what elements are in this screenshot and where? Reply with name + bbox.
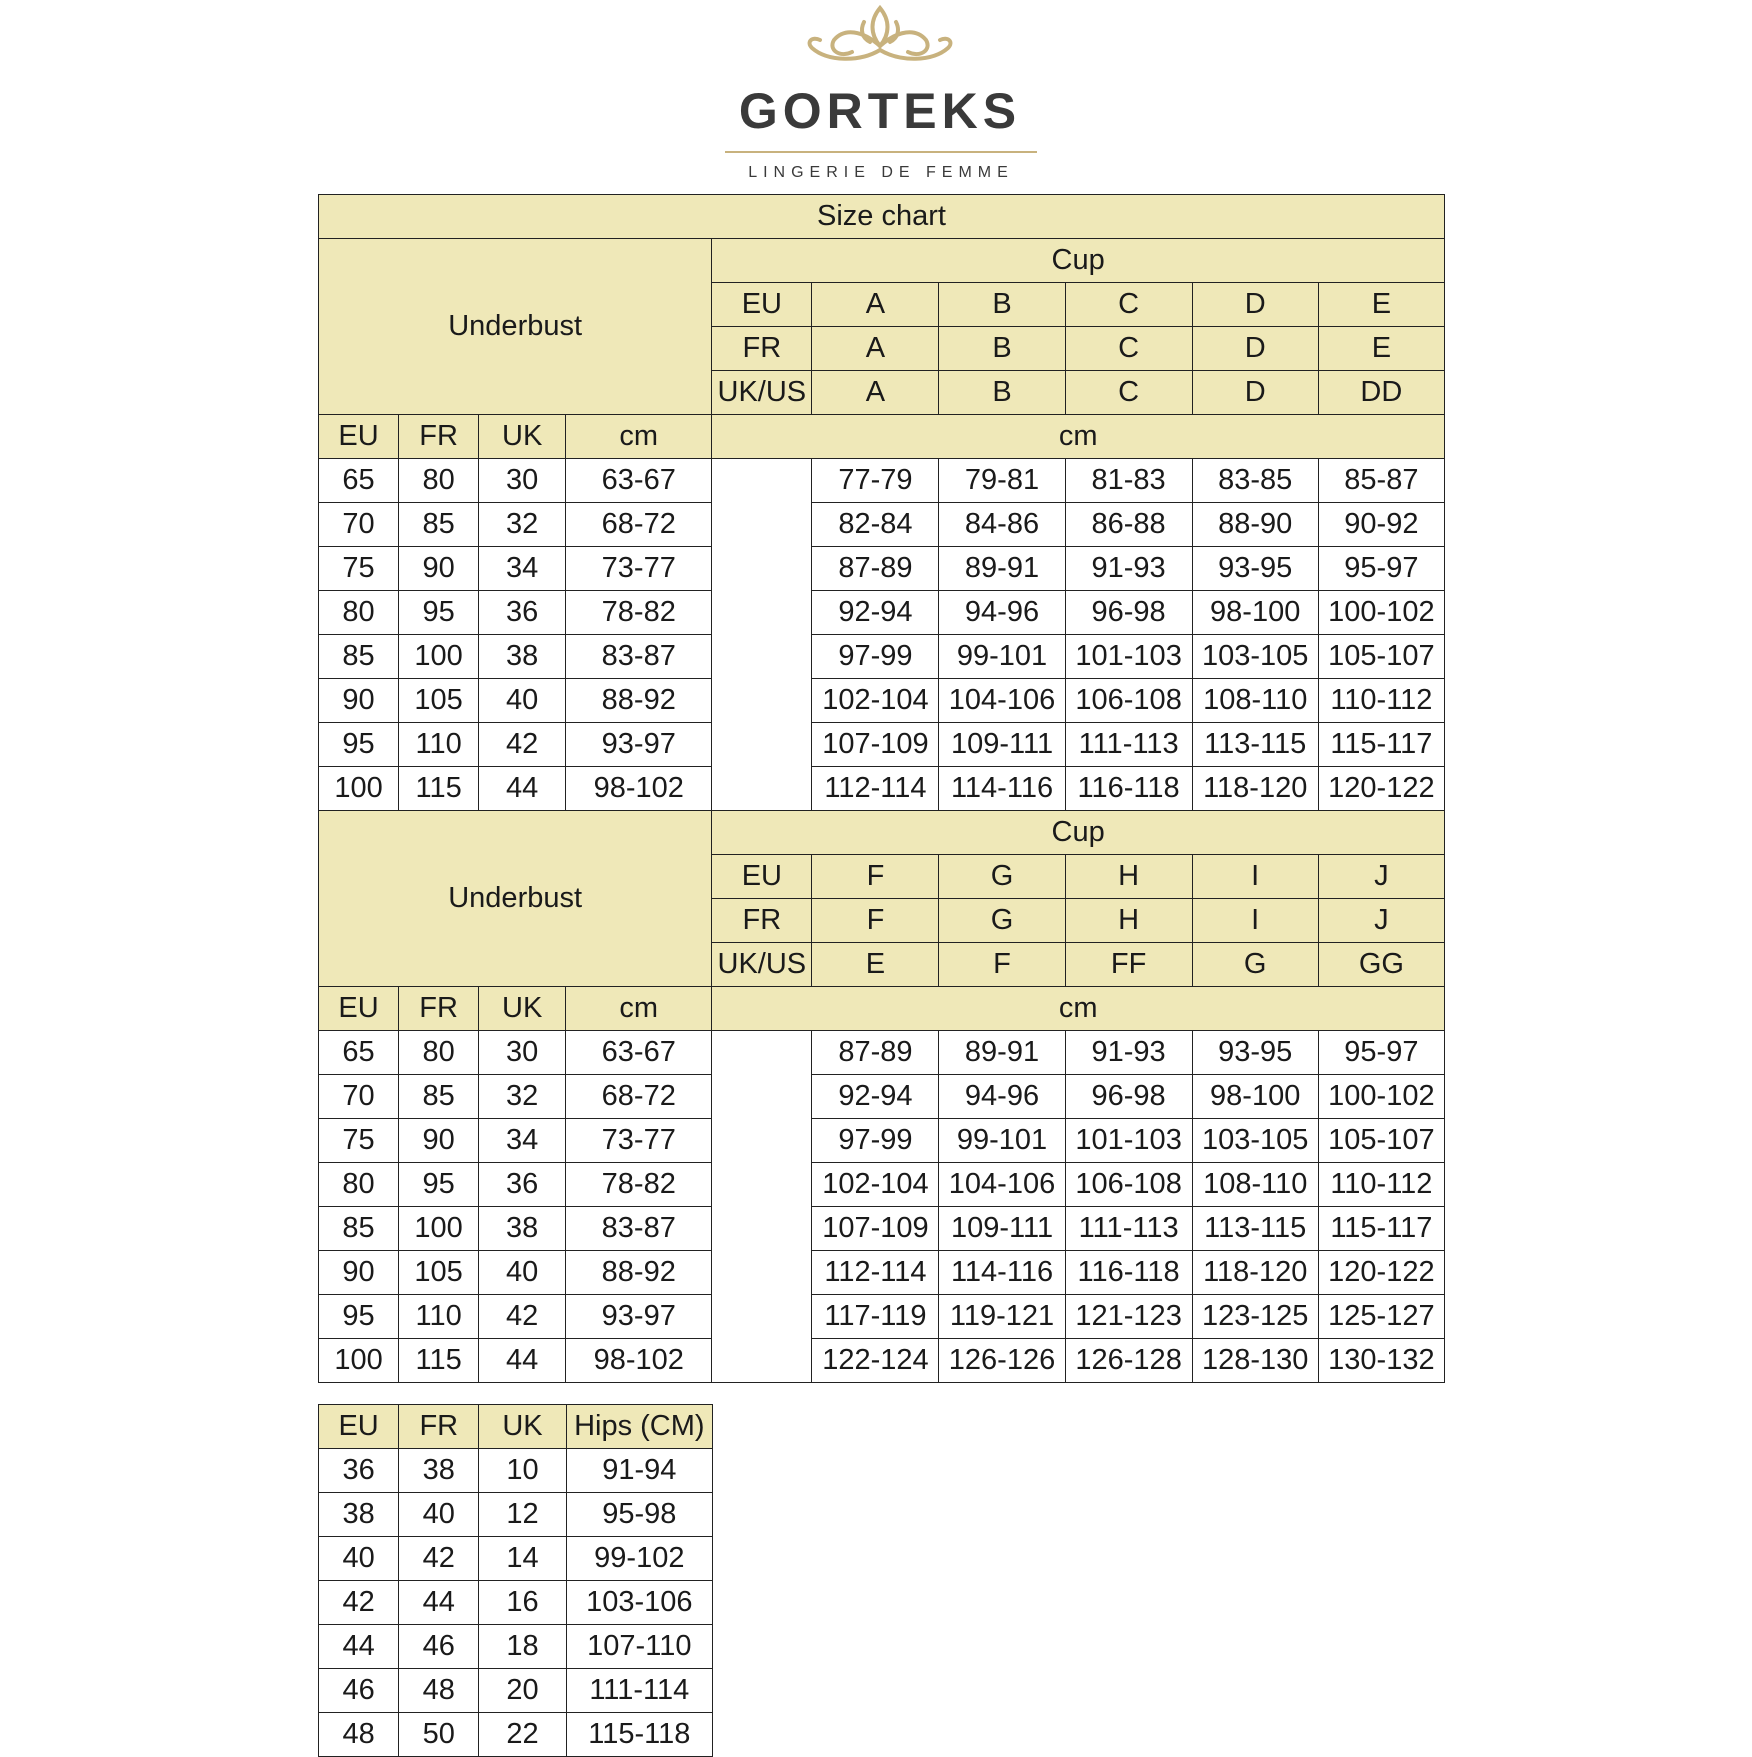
cup-header-row bbox=[319, 811, 1445, 855]
fr-size-cell: 115 bbox=[399, 767, 479, 811]
hips-cell: 99-102 bbox=[566, 1537, 712, 1581]
cup-measure-cell: 109-111 bbox=[939, 1207, 1065, 1251]
fr-size-cell: 90 bbox=[399, 1119, 479, 1163]
column-header: UK bbox=[479, 415, 566, 459]
hips-cell: 40 bbox=[319, 1537, 399, 1581]
cup-measure-cell: 100-102 bbox=[1318, 1075, 1444, 1119]
uk-size-cell: 38 bbox=[479, 1207, 566, 1251]
table-row bbox=[319, 1493, 713, 1537]
hips-cell: 14 bbox=[479, 1537, 566, 1581]
cup-letter: A bbox=[812, 371, 939, 415]
cup-measure-cell: 101-103 bbox=[1065, 1119, 1192, 1163]
column-header: FR bbox=[399, 987, 479, 1031]
eu-size-cell: 100 bbox=[319, 1339, 399, 1383]
cup-header-row bbox=[319, 239, 1445, 283]
column-header: UK bbox=[479, 987, 566, 1031]
cup-measure-cell: 128-130 bbox=[1192, 1339, 1318, 1383]
size-chart-table bbox=[318, 194, 1445, 1383]
cup-measure-cell: 130-132 bbox=[1318, 1339, 1444, 1383]
uk-size-cell: 42 bbox=[479, 723, 566, 767]
cup-letter: E bbox=[1318, 283, 1444, 327]
cup-header: Cup bbox=[712, 811, 1445, 855]
uk-size-cell: 40 bbox=[479, 679, 566, 723]
sub-header-row bbox=[319, 415, 1445, 459]
hips-cell: 44 bbox=[319, 1625, 399, 1669]
underbust-cm-cell: 93-97 bbox=[566, 723, 712, 767]
cup-measure-cell: 81-83 bbox=[1065, 459, 1192, 503]
cup-measure-cell: 105-107 bbox=[1318, 635, 1444, 679]
cup-system-label: EU bbox=[712, 283, 812, 327]
underbust-cm-cell: 63-67 bbox=[566, 1031, 712, 1075]
cup-measure-cell: 110-112 bbox=[1318, 679, 1444, 723]
uk-size-cell: 38 bbox=[479, 635, 566, 679]
underbust-cm-cell: 98-102 bbox=[566, 767, 712, 811]
table-row bbox=[319, 635, 1445, 679]
cup-measure-cell: 95-97 bbox=[1318, 1031, 1444, 1075]
cup-letter: E bbox=[812, 943, 939, 987]
cup-measure-cell: 112-114 bbox=[812, 1251, 939, 1295]
cup-letter: C bbox=[1065, 371, 1192, 415]
cup-measure-cell: 102-104 bbox=[812, 679, 939, 723]
table-row bbox=[319, 1449, 713, 1493]
hips-column-header: UK bbox=[479, 1405, 566, 1449]
underbust-cm-cell: 93-97 bbox=[566, 1295, 712, 1339]
cup-letter: D bbox=[1192, 327, 1318, 371]
table-row bbox=[319, 1163, 1445, 1207]
cup-measure-cell: 115-117 bbox=[1318, 1207, 1444, 1251]
size-chart-title-row bbox=[319, 195, 1445, 239]
cup-measure-cell: 119-121 bbox=[939, 1295, 1065, 1339]
cup-measure-cell: 113-115 bbox=[1192, 1207, 1318, 1251]
cup-letter: GG bbox=[1318, 943, 1444, 987]
cup-measure-cell: 87-89 bbox=[812, 1031, 939, 1075]
hips-cell: 22 bbox=[479, 1713, 566, 1757]
underbust-cm-cell: 63-67 bbox=[566, 459, 712, 503]
eu-size-cell: 85 bbox=[319, 1207, 399, 1251]
eu-size-cell: 65 bbox=[319, 459, 399, 503]
uk-size-cell: 32 bbox=[479, 1075, 566, 1119]
cup-letter: H bbox=[1065, 855, 1192, 899]
table-row bbox=[319, 1295, 1445, 1339]
underbust-cm-cell: 78-82 bbox=[566, 591, 712, 635]
cup-measure-cell: 116-118 bbox=[1065, 767, 1192, 811]
hips-cell: 50 bbox=[399, 1713, 479, 1757]
cup-measure-cell: 123-125 bbox=[1192, 1295, 1318, 1339]
brand-name: GORTEKS bbox=[738, 83, 1022, 139]
cup-measure-cell: 98-100 bbox=[1192, 591, 1318, 635]
column-header: EU bbox=[319, 987, 399, 1031]
cup-measure-cell: 117-119 bbox=[812, 1295, 939, 1339]
uk-size-cell: 32 bbox=[479, 503, 566, 547]
hips-cell: 48 bbox=[319, 1713, 399, 1757]
cup-unit-header: cm bbox=[712, 987, 1445, 1031]
column-header: FR bbox=[399, 415, 479, 459]
cup-measure-cell: 82-84 bbox=[812, 503, 939, 547]
cup-measure-cell: 99-101 bbox=[939, 635, 1065, 679]
cup-measure-cell: 122-124 bbox=[812, 1339, 939, 1383]
cup-unit-header: cm bbox=[712, 415, 1445, 459]
underbust-header: Underbust bbox=[319, 811, 712, 987]
fr-size-cell: 110 bbox=[399, 1295, 479, 1339]
uk-size-cell: 34 bbox=[479, 1119, 566, 1163]
cup-system-label: UK/US bbox=[712, 371, 812, 415]
table-row bbox=[319, 1537, 713, 1581]
hips-cell: 42 bbox=[319, 1581, 399, 1625]
cup-system-label: UK/US bbox=[712, 943, 812, 987]
underbust-cm-cell: 88-92 bbox=[566, 1251, 712, 1295]
cup-letter: C bbox=[1065, 327, 1192, 371]
cup-system-label: EU bbox=[712, 855, 812, 899]
fr-size-cell: 80 bbox=[399, 459, 479, 503]
eu-size-cell: 90 bbox=[319, 1251, 399, 1295]
cup-measure-cell: 89-91 bbox=[939, 1031, 1065, 1075]
hips-cell: 103-106 bbox=[566, 1581, 712, 1625]
cup-measure-cell: 90-92 bbox=[1318, 503, 1444, 547]
size-chart-title: Size chart bbox=[319, 195, 1445, 239]
cup-measure-cell: 111-113 bbox=[1065, 723, 1192, 767]
cup-measure-cell: 94-96 bbox=[939, 1075, 1065, 1119]
cup-measure-cell: 93-95 bbox=[1192, 547, 1318, 591]
cup-measure-cell: 102-104 bbox=[812, 1163, 939, 1207]
uk-size-cell: 30 bbox=[479, 1031, 566, 1075]
cup-measure-cell: 118-120 bbox=[1192, 767, 1318, 811]
table-row bbox=[319, 1339, 1445, 1383]
table-row bbox=[319, 1119, 1445, 1163]
spacer-cell bbox=[712, 459, 812, 811]
hips-cell: 18 bbox=[479, 1625, 566, 1669]
cup-measure-cell: 115-117 bbox=[1318, 723, 1444, 767]
cup-letter: B bbox=[939, 283, 1065, 327]
underbust-cm-cell: 68-72 bbox=[566, 1075, 712, 1119]
cup-measure-cell: 92-94 bbox=[812, 591, 939, 635]
hips-cell: 115-118 bbox=[566, 1713, 712, 1757]
hips-cell: 111-114 bbox=[566, 1669, 712, 1713]
eu-size-cell: 65 bbox=[319, 1031, 399, 1075]
cup-letter: F bbox=[812, 899, 939, 943]
cup-measure-cell: 94-96 bbox=[939, 591, 1065, 635]
table-row bbox=[319, 767, 1445, 811]
cup-measure-cell: 126-126 bbox=[939, 1339, 1065, 1383]
cup-measure-cell: 111-113 bbox=[1065, 1207, 1192, 1251]
fr-size-cell: 105 bbox=[399, 679, 479, 723]
cup-measure-cell: 106-108 bbox=[1065, 679, 1192, 723]
cup-measure-cell: 83-85 bbox=[1192, 459, 1318, 503]
hips-cell: 46 bbox=[319, 1669, 399, 1713]
cup-measure-cell: 88-90 bbox=[1192, 503, 1318, 547]
cup-measure-cell: 120-122 bbox=[1318, 767, 1444, 811]
underbust-cm-cell: 83-87 bbox=[566, 1207, 712, 1251]
fr-size-cell: 115 bbox=[399, 1339, 479, 1383]
cup-measure-cell: 93-95 bbox=[1192, 1031, 1318, 1075]
hips-cell: 44 bbox=[399, 1581, 479, 1625]
cup-measure-cell: 104-106 bbox=[939, 1163, 1065, 1207]
fr-size-cell: 80 bbox=[399, 1031, 479, 1075]
cup-measure-cell: 114-116 bbox=[939, 1251, 1065, 1295]
table-row bbox=[319, 591, 1445, 635]
hips-cell: 20 bbox=[479, 1669, 566, 1713]
cup-measure-cell: 100-102 bbox=[1318, 591, 1444, 635]
uk-size-cell: 34 bbox=[479, 547, 566, 591]
cup-measure-cell: 97-99 bbox=[812, 1119, 939, 1163]
uk-size-cell: 42 bbox=[479, 1295, 566, 1339]
fr-size-cell: 85 bbox=[399, 1075, 479, 1119]
cup-measure-cell: 101-103 bbox=[1065, 635, 1192, 679]
cup-measure-cell: 96-98 bbox=[1065, 591, 1192, 635]
cup-measure-cell: 107-109 bbox=[812, 723, 939, 767]
eu-size-cell: 70 bbox=[319, 1075, 399, 1119]
eu-size-cell: 85 bbox=[319, 635, 399, 679]
table-row bbox=[319, 459, 1445, 503]
cup-system-label: FR bbox=[712, 327, 812, 371]
table-row bbox=[319, 1207, 1445, 1251]
uk-size-cell: 44 bbox=[479, 767, 566, 811]
underbust-header: Underbust bbox=[319, 239, 712, 415]
fr-size-cell: 100 bbox=[399, 1207, 479, 1251]
hips-cell: 107-110 bbox=[566, 1625, 712, 1669]
underbust-cm-cell: 98-102 bbox=[566, 1339, 712, 1383]
cup-measure-cell: 118-120 bbox=[1192, 1251, 1318, 1295]
cup-measure-cell: 98-100 bbox=[1192, 1075, 1318, 1119]
table-row bbox=[319, 1713, 713, 1757]
eu-size-cell: 75 bbox=[319, 547, 399, 591]
hips-cell: 38 bbox=[399, 1449, 479, 1493]
underbust-cm-cell: 73-77 bbox=[566, 547, 712, 591]
spacer-cell bbox=[712, 1031, 812, 1383]
fr-size-cell: 95 bbox=[399, 1163, 479, 1207]
hips-column-header: Hips (CM) bbox=[566, 1405, 712, 1449]
cup-measure-cell: 86-88 bbox=[1065, 503, 1192, 547]
cup-letter: D bbox=[1192, 283, 1318, 327]
cup-letter: D bbox=[1192, 371, 1318, 415]
cup-measure-cell: 103-105 bbox=[1192, 1119, 1318, 1163]
cup-measure-cell: 109-111 bbox=[939, 723, 1065, 767]
hips-cell: 40 bbox=[399, 1493, 479, 1537]
underbust-cm-cell: 68-72 bbox=[566, 503, 712, 547]
cup-measure-cell: 89-91 bbox=[939, 547, 1065, 591]
cup-letter: H bbox=[1065, 899, 1192, 943]
cup-letter: DD bbox=[1318, 371, 1444, 415]
cup-letter: F bbox=[939, 943, 1065, 987]
table-row bbox=[319, 1669, 713, 1713]
cup-measure-cell: 92-94 bbox=[812, 1075, 939, 1119]
brand-header bbox=[0, 0, 1752, 190]
cup-measure-cell: 112-114 bbox=[812, 767, 939, 811]
cup-letter: G bbox=[939, 899, 1065, 943]
cup-letter: G bbox=[1192, 943, 1318, 987]
cup-measure-cell: 99-101 bbox=[939, 1119, 1065, 1163]
table-row bbox=[319, 1251, 1445, 1295]
eu-size-cell: 80 bbox=[319, 1163, 399, 1207]
cup-measure-cell: 110-112 bbox=[1318, 1163, 1444, 1207]
brand-divider bbox=[725, 151, 1037, 153]
column-header: EU bbox=[319, 415, 399, 459]
table-row bbox=[319, 1625, 713, 1669]
hips-cell: 42 bbox=[399, 1537, 479, 1581]
cup-letter: J bbox=[1318, 855, 1444, 899]
table-row bbox=[319, 1031, 1445, 1075]
cup-letter: A bbox=[812, 327, 939, 371]
cup-letter: I bbox=[1192, 899, 1318, 943]
sub-header-row bbox=[319, 987, 1445, 1031]
cup-letter: E bbox=[1318, 327, 1444, 371]
cup-measure-cell: 84-86 bbox=[939, 503, 1065, 547]
eu-size-cell: 70 bbox=[319, 503, 399, 547]
cup-letter: J bbox=[1318, 899, 1444, 943]
cup-header: Cup bbox=[712, 239, 1445, 283]
hips-cell: 95-98 bbox=[566, 1493, 712, 1537]
cup-measure-cell: 85-87 bbox=[1318, 459, 1444, 503]
hips-cell: 38 bbox=[319, 1493, 399, 1537]
hips-column-header: FR bbox=[399, 1405, 479, 1449]
cup-measure-cell: 77-79 bbox=[812, 459, 939, 503]
brand-tagline: LINGERIE DE FEMME bbox=[748, 164, 1014, 181]
hips-cell: 48 bbox=[399, 1669, 479, 1713]
table-row bbox=[319, 1075, 1445, 1119]
hips-cell: 46 bbox=[399, 1625, 479, 1669]
hips-cell: 91-94 bbox=[566, 1449, 712, 1493]
lotus-ornament-icon bbox=[800, 0, 960, 70]
table-row bbox=[319, 1581, 713, 1625]
table-row bbox=[319, 547, 1445, 591]
cup-measure-cell: 125-127 bbox=[1318, 1295, 1444, 1339]
fr-size-cell: 105 bbox=[399, 1251, 479, 1295]
fr-size-cell: 95 bbox=[399, 591, 479, 635]
cup-letter: B bbox=[939, 327, 1065, 371]
cup-measure-cell: 108-110 bbox=[1192, 1163, 1318, 1207]
eu-size-cell: 100 bbox=[319, 767, 399, 811]
cup-system-label: FR bbox=[712, 899, 812, 943]
eu-size-cell: 75 bbox=[319, 1119, 399, 1163]
eu-size-cell: 90 bbox=[319, 679, 399, 723]
uk-size-cell: 44 bbox=[479, 1339, 566, 1383]
cup-measure-cell: 97-99 bbox=[812, 635, 939, 679]
table-row bbox=[319, 679, 1445, 723]
cup-measure-cell: 114-116 bbox=[939, 767, 1065, 811]
hips-size-table bbox=[318, 1404, 713, 1757]
table-row bbox=[319, 503, 1445, 547]
fr-size-cell: 85 bbox=[399, 503, 479, 547]
fr-size-cell: 90 bbox=[399, 547, 479, 591]
uk-size-cell: 30 bbox=[479, 459, 566, 503]
cup-measure-cell: 106-108 bbox=[1065, 1163, 1192, 1207]
cup-measure-cell: 120-122 bbox=[1318, 1251, 1444, 1295]
hips-column-header: EU bbox=[319, 1405, 399, 1449]
cup-measure-cell: 108-110 bbox=[1192, 679, 1318, 723]
cup-letter: C bbox=[1065, 283, 1192, 327]
eu-size-cell: 95 bbox=[319, 723, 399, 767]
cup-measure-cell: 104-106 bbox=[939, 679, 1065, 723]
cup-measure-cell: 91-93 bbox=[1065, 547, 1192, 591]
cup-measure-cell: 103-105 bbox=[1192, 635, 1318, 679]
underbust-cm-cell: 88-92 bbox=[566, 679, 712, 723]
hips-cell: 16 bbox=[479, 1581, 566, 1625]
cup-letter: B bbox=[939, 371, 1065, 415]
cup-measure-cell: 126-128 bbox=[1065, 1339, 1192, 1383]
hips-header-row bbox=[319, 1405, 713, 1449]
fr-size-cell: 100 bbox=[399, 635, 479, 679]
underbust-cm-cell: 73-77 bbox=[566, 1119, 712, 1163]
uk-size-cell: 36 bbox=[479, 591, 566, 635]
cup-measure-cell: 79-81 bbox=[939, 459, 1065, 503]
cup-measure-cell: 87-89 bbox=[812, 547, 939, 591]
table-row bbox=[319, 723, 1445, 767]
column-header: cm bbox=[566, 987, 712, 1031]
cup-measure-cell: 96-98 bbox=[1065, 1075, 1192, 1119]
hips-cell: 12 bbox=[479, 1493, 566, 1537]
uk-size-cell: 36 bbox=[479, 1163, 566, 1207]
fr-size-cell: 110 bbox=[399, 723, 479, 767]
column-header: cm bbox=[566, 415, 712, 459]
eu-size-cell: 95 bbox=[319, 1295, 399, 1339]
underbust-cm-cell: 78-82 bbox=[566, 1163, 712, 1207]
cup-measure-cell: 95-97 bbox=[1318, 547, 1444, 591]
hips-cell: 10 bbox=[479, 1449, 566, 1493]
cup-measure-cell: 116-118 bbox=[1065, 1251, 1192, 1295]
underbust-cm-cell: 83-87 bbox=[566, 635, 712, 679]
cup-measure-cell: 113-115 bbox=[1192, 723, 1318, 767]
cup-letter: A bbox=[812, 283, 939, 327]
hips-cell: 36 bbox=[319, 1449, 399, 1493]
uk-size-cell: 40 bbox=[479, 1251, 566, 1295]
cup-letter: I bbox=[1192, 855, 1318, 899]
cup-measure-cell: 121-123 bbox=[1065, 1295, 1192, 1339]
cup-letter: F bbox=[812, 855, 939, 899]
cup-measure-cell: 107-109 bbox=[812, 1207, 939, 1251]
eu-size-cell: 80 bbox=[319, 591, 399, 635]
cup-letter: G bbox=[939, 855, 1065, 899]
cup-measure-cell: 91-93 bbox=[1065, 1031, 1192, 1075]
cup-letter: FF bbox=[1065, 943, 1192, 987]
cup-measure-cell: 105-107 bbox=[1318, 1119, 1444, 1163]
